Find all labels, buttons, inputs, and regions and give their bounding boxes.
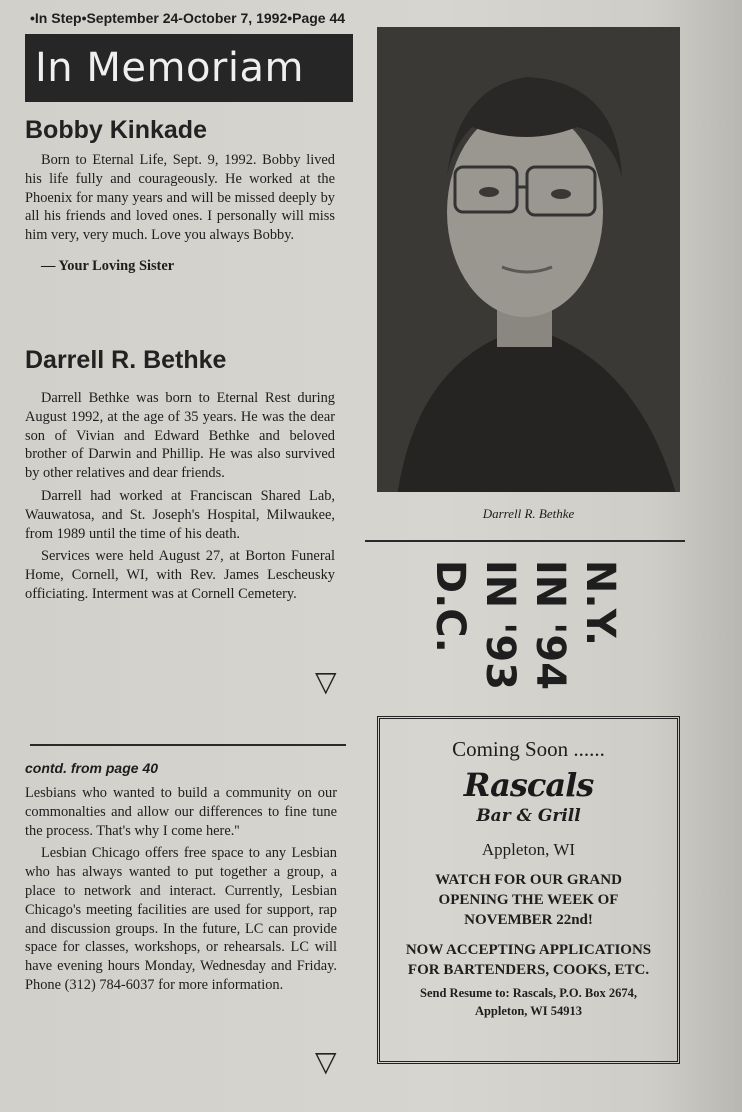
down-triangle-icon: ▽ — [315, 1045, 337, 1078]
ad-coming-soon: Coming Soon ...... — [452, 737, 605, 761]
promo-line: N.Y. — [577, 559, 623, 647]
ad-logo: Rascals — [463, 766, 594, 804]
promo-line: IN '93 — [477, 559, 523, 691]
running-head: •In Step•September 24-October 7, 1992•Page 44 — [30, 10, 346, 26]
vertical-promo-text — [425, 560, 625, 690]
obituary-paragraph: Services were held August 27, at Borton Funeral Home, Cornell, WI, with Rev. James Lescheusky officiating. Interment was at Cornell Cemetery. — [25, 548, 335, 602]
ad-city: Appleton, WI — [481, 840, 576, 859]
rascals-advertisement — [377, 716, 680, 1064]
obituary-bobby — [25, 116, 335, 276]
continued-article — [25, 760, 337, 995]
continued-label: contd. from page 40 — [25, 760, 159, 776]
obituary-paragraph: Darrell had worked at Franciscan Shared Lab, Wauwatosa, and St. Joseph's Hospital, Milwaukee, from 1989 until the time of his death. — [25, 487, 335, 542]
obituary-paragraph: Darrell Bethke was born to Eternal Rest during August 1992, at the age of 35 years. He was the dear son of Vivian and Edward Bethke and beloved brother of Darwin and Phillip. He was also survived by other relatives and dear friends. — [25, 390, 335, 482]
article-paragraph: Lesbian Chicago offers free space to any Lesbian who has always wanted to put together a group, a place to network and interact. Currently, Lesbian Chicago's meeting facilities are used for support, rap and discussion groups. In the future, LC can provide space for classes, workshops, or rehearsals. LC will have evening hours Monday, Wednesday and Friday. Phone (312) 784-6037 for more information. — [25, 845, 337, 993]
article-paragraph: Lesbians who wanted to build a community on our commonalties and allow our differences to fine tune the process. That's why I come here.'' — [25, 785, 337, 839]
obituary-signature: — Your Loving Sister — [41, 257, 175, 274]
ad-logo-subtitle: Bar & Grill — [476, 806, 581, 826]
down-triangle-icon: ▽ — [315, 665, 337, 698]
promo-line: D.C. — [427, 559, 473, 653]
obituary-name: Darrell R. Bethke — [25, 346, 227, 374]
obituary-darrell — [25, 346, 335, 604]
column-divider — [365, 540, 685, 542]
ad-grand-opening: WATCH FOR OUR GRAND OPENING THE WEEK OF NOVEMBER 22nd! — [435, 872, 622, 928]
obituary-name: Bobby Kinkade — [25, 116, 207, 144]
promo-line: IN '94 — [527, 559, 573, 691]
photo-caption: Darrell R. Bethke — [482, 506, 575, 521]
vertical-promo — [405, 560, 645, 690]
ad-resume-address: Send Resume to: Rascals, P.O. Box 2674, Appleton, WI 54913 — [420, 986, 637, 1018]
column-divider — [30, 744, 346, 746]
portrait-illustration — [377, 27, 680, 492]
portrait-photo — [377, 27, 680, 492]
obituary-body: Born to Eternal Life, Sept. 9, 1992. Bobby lived his life fully and courageously. He worked at the Phoenix for many years and will be missed deeply by all his friends and loved ones. I personally will miss him very, very much. Love you always Bobby. — [25, 152, 335, 244]
section-banner: In Memoriam — [25, 34, 353, 102]
ad-applications: NOW ACCEPTING APPLICATIONS FOR BARTENDERS, COOKS, ETC. — [405, 942, 652, 978]
